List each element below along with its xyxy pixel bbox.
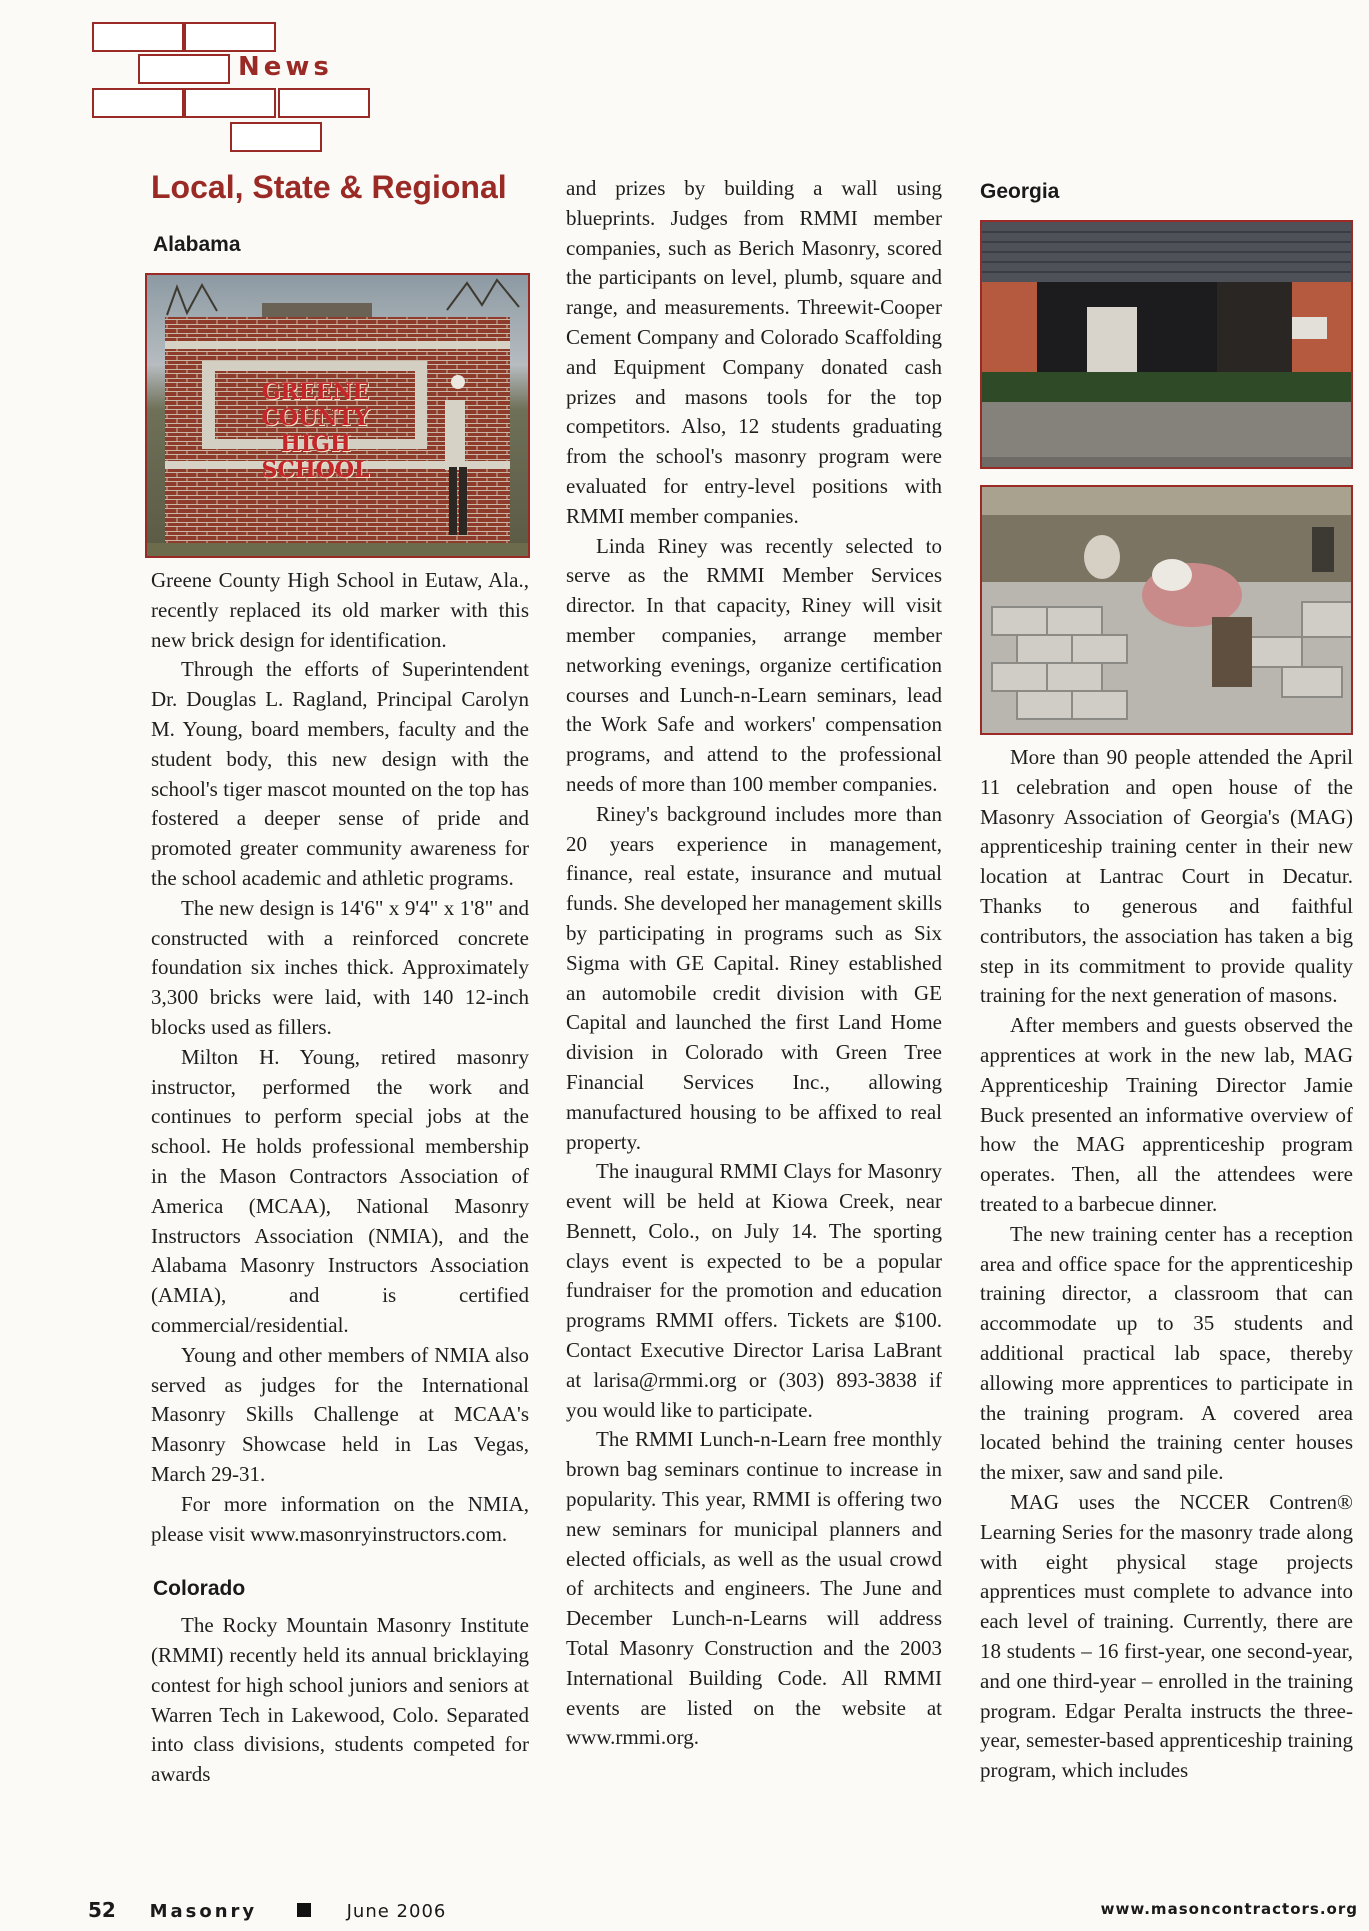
logo-brick: [184, 22, 276, 52]
training-center-entrance-photo: [980, 220, 1353, 469]
paragraph: Through the efforts of Superintendent Dr. Douglas L. Ragland, Principal Carolyn M. Young, board members, faculty and the student body, this new design with the school's tiger mascot mounted on the top has fostered a deeper sense of pride and promoted greater community awareness for the school academic and athletic programs.: [151, 657, 529, 890]
footer-square: [297, 1903, 311, 1917]
paragraph: Young and other members of NMIA also served as judges for the International Masonry Skills Challenge at MCAA's Masonry Showcase held in Las Vegas, March 29-31.: [151, 1342, 529, 1486]
paragraph: The Rocky Mountain Masonry Institute (RMMI) recently held its annual bricklaying contest for high school juniors and seniors at Warren Tech in Lakewood, Colo. Separated into class divisions, students competed for awards: [151, 1613, 529, 1787]
sign-lettering: GREENE COUNTY HIGH SCHOOL: [261, 379, 370, 483]
state-heading-colorado: Colorado: [153, 1577, 246, 1601]
paragraph: More than 90 people attended the April 11 celebration and open house of the Masonry Association of Georgia's (MAG) apprenticeship training center in their new location at Lantrac Court in Decatur. Thanks to generous and faithful contributors, the association has taken a big step in its commitment to provide quality training for the next generation of masons.: [980, 745, 1353, 1008]
paragraph: Linda Riney was recently selected to serve as the RMMI Member Services director. In that capacity, Riney will visit member companies, arrange member networking evenings, organize certification courses and Lunch-n-Learn seminars, lead the Work Safe and workers' compensation programs, and attend to the professional needs of more than 100 member companies.: [566, 533, 942, 796]
magazine-name: Masonry: [149, 1901, 258, 1922]
paragraph: The inaugural RMMI Clays for Masonry event will be held at Kiowa Creek, near Bennett, Colo., on July 14. The sporting clays event is expected to be a popular fundraiser for the promotion and education programs RMMI offers. Tickets are $100. Contact Executive Director Larisa LaBrant at larisa@rmmi.org or (303) 893-3838 if you would like to participate.: [566, 1159, 942, 1422]
state-heading-georgia: Georgia: [980, 180, 1060, 203]
paragraph: Milton H. Young, retired masonry instructor, performed the work and continues to perform special jobs at the school. He holds professional membership in the Mason Contractors Association of America (MCAA), National Masonry Instructors Association (NMIA), and the Alabama Masonry Instructors Association (AMIA), and is certified commercial/residential.: [151, 1044, 529, 1337]
logo-brick: [278, 88, 370, 118]
column-3: [980, 180, 1353, 1786]
page-number: 52: [88, 1898, 116, 1922]
column-2: [566, 174, 942, 1753]
paragraph: The RMMI Lunch-n-Learn free monthly brown bag seminars continue to increase in popularity. This year, RMMI is offering two new seminars for municipal planners and elected officials, as well as the usual crowd of architects and engineers. The June and December Lunch-n-Learns will address Total Masonry Construction and the 2003 International Building Code. All RMMI events are listed on the website at www.rmmi.org.: [566, 1427, 942, 1750]
paragraph: and prizes by building a wall using blueprints. Judges from RMMI member companies, such as Berich Masonry, scored the participants on level, plumb, square and range, and measurements. Threewit-Cooper Cement Company and Colorado Scaffolding and Equipment Company donated cash prizes and masons tools for the top competitors. Also, 12 students graduating from the school's masonry program were evaluated for entry-level positions with RMMI member companies.: [566, 176, 942, 528]
paragraph: Riney's background includes more than 20 years experience in management, finance, real estate, insurance and mutual funds. She developed her management skills by participating in programs such as Six Sigma with GE Capital. Riney established an automobile credit division with GE Capital and launched the first Land Home division in Colorado with Green Tree Financial Services Inc., allowing manufactured housing to be affixed to real property.: [566, 801, 942, 1154]
photo-caption: Greene County High School in Eutaw, Ala., recently replaced its old marker with this new brick design for identification.: [151, 568, 529, 652]
logo-brick: [92, 22, 184, 52]
website-url: www.masoncontractors.org: [1100, 1900, 1358, 1918]
logo-brick: [230, 122, 322, 152]
section-label: News: [238, 52, 333, 82]
alabama-school-sign-photo: [145, 273, 530, 558]
paragraph: The new design is 14'6" x 9'4" x 1'8" and constructed with a reinforced concrete foundation six inches thick. Approximately 3,300 bricks were laid, with 140 12-inch blocks used as fillers.: [151, 895, 529, 1039]
paragraph: For more information on the NMIA, please visit www.masonryinstructors.com.: [151, 1491, 529, 1546]
section-title: Local, State & Regional: [151, 169, 507, 205]
logo-brick: [92, 88, 184, 118]
state-heading-alabama: Alabama: [153, 233, 241, 256]
issue-date: June 2006: [346, 1901, 447, 1922]
footer: [88, 1898, 1358, 1922]
apprentices-working-photo: [980, 485, 1353, 735]
column-1: [151, 169, 529, 1790]
logo-brick: [184, 88, 276, 118]
logo-brick: [138, 54, 230, 84]
paragraph: After members and guests observed the apprentices at work in the new lab, MAG Apprenticeship Training Director Jamie Buck presented an informative overview of how the MAG apprenticeship program operates. Then, all the attendees were treated to a barbecue dinner.: [980, 1013, 1353, 1216]
paragraph: MAG uses the NCCER Contren® Learning Series for the masonry trade along with eight physical stage projects apprentices must complete to advance into each level of training. Currently, there are 18 students – 16 first-year, one second-year, and one third-year – enrolled in the training program. Edgar Peralta instructs the three-year, semester-based apprenticeship training program, which includes: [980, 1489, 1353, 1783]
paragraph: The new training center has a reception area and office space for the apprenticeship training director, a classroom that can accommodate up to 35 students and additional practical lab space, thereby allowing more apprentices to participate in the training program. A covered area located behind the training center houses the mixer, saw and sand pile.: [980, 1221, 1353, 1485]
